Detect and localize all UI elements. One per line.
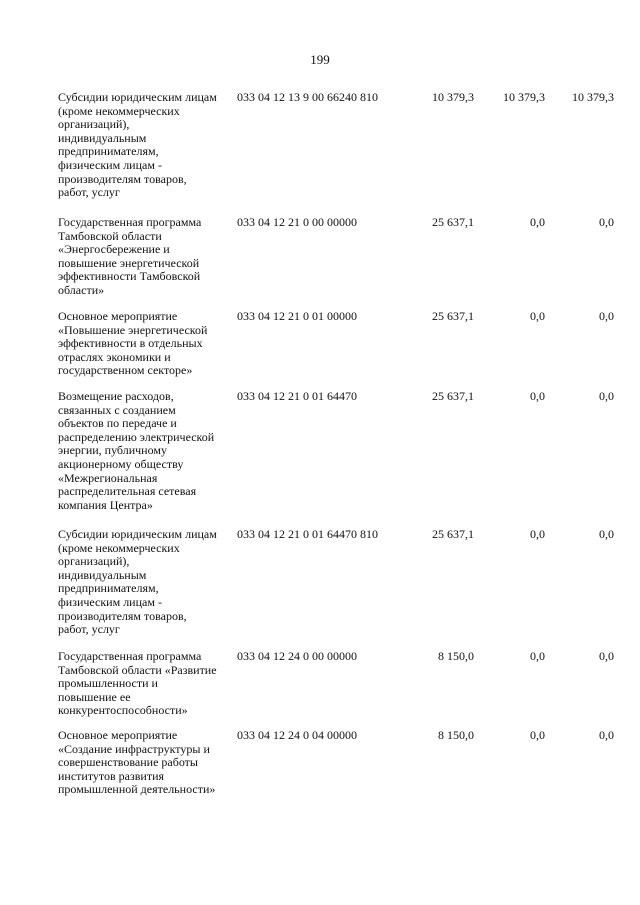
row-value-3: 10 379,3 [572,90,614,104]
row-code: 033 04 12 21 0 00 00000 [237,215,357,229]
row-name: Основное мероприятие «Повышение энергетической эффективности в отдельных отраслях экономики и государственном секторе» [58,309,208,378]
row-name: Субсидии юридическим лицам (кроме некоммерческих организаций), индивидуальным предпринимателям, физическим лицам - производителям товаров, работ, услуг [58,527,217,637]
row-value-3: 0,0 [599,728,614,742]
row-value-3: 0,0 [599,649,614,663]
row-value-3: 0,0 [599,215,614,229]
row-code: 033 04 12 24 0 00 00000 [237,649,357,663]
row-name: Государственная программа Тамбовской области «Развитие промышленности и повышение ее конкурентоспособности» [58,649,217,718]
page-number: 199 [310,52,330,67]
row-value-2: 0,0 [530,527,545,541]
row-value-1: 10 379,3 [432,90,474,104]
row-code: 033 04 12 24 0 04 00000 [237,728,357,742]
row-code: 033 04 12 21 0 01 64470 [237,389,357,403]
row-name: Основное мероприятие «Создание инфраструктуры и совершенствование работы институтов развития промышленной деятельности» [58,728,216,797]
row-name: Возмещение расходов, связанных с созданием объектов по передаче и распределению электрической энергии, публичному акционерному обществу «Межрегиональная распределительная сетевая компания Центра» [58,389,215,512]
row-value-1: 8 150,0 [438,649,474,663]
row-value-3: 0,0 [599,527,614,541]
row-value-3: 0,0 [599,309,614,323]
row-value-2: 0,0 [530,215,545,229]
row-value-1: 25 637,1 [432,309,474,323]
row-value-2: 0,0 [530,389,545,403]
row-name: Субсидии юридическим лицам (кроме некоммерческих организаций), индивидуальным предпринимателям, физическим лицам - производителям товаров, работ, услуг [58,90,217,200]
row-value-1: 8 150,0 [438,728,474,742]
row-value-2: 0,0 [530,309,545,323]
row-value-1: 25 637,1 [432,215,474,229]
row-value-1: 25 637,1 [432,527,474,541]
row-value-2: 10 379,3 [503,90,545,104]
row-value-3: 0,0 [599,389,614,403]
row-code: 033 04 12 21 0 01 00000 [237,309,357,323]
row-code: 033 04 12 21 0 01 64470 810 [237,527,378,541]
row-name: Государственная программа Тамбовской области «Энергосбережение и повышение энергетической эффективности Тамбовской области» [58,215,202,297]
row-value-2: 0,0 [530,728,545,742]
row-code: 033 04 12 13 9 00 66240 810 [237,90,378,104]
row-value-2: 0,0 [530,649,545,663]
row-value-1: 25 637,1 [432,389,474,403]
